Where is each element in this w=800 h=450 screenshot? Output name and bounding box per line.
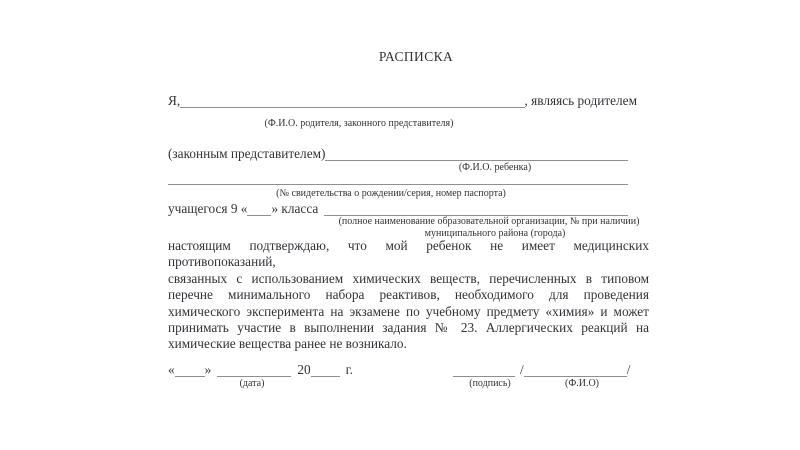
blank-child-fullname [325,149,628,161]
blank-parent-fullname [180,96,524,108]
signature-row [453,361,630,378]
date-close-quote: » [204,362,212,377]
statement-line: химические вещества ранее не возникало. [168,336,407,352]
caption-birth-certificate: (№ свидетельства о рождении/серия, номер паспорта) [276,188,506,199]
caption-date: (дата) [239,378,265,389]
signature-slash-left: / [520,362,524,377]
caption-signature-name: (Ф.И.О) [564,378,600,389]
blank-date-month [217,365,291,377]
student-class-row [168,200,628,217]
caption-child-fullname: (Ф.И.О. ребенка) [458,162,532,173]
parent-name-row [168,92,637,109]
statement-line: химического эксперимента на экзамене по учебному предмету «химия» и может [168,303,649,319]
statement-line: принимать участие в выполнении задания № 23. Аллергических реакций на [168,320,649,336]
caption-signature: (подпись) [469,378,511,389]
student-prefix: учащегося 9 « [168,201,248,216]
blank-birth-certificate [168,172,628,185]
caption-school-name-line2: муниципального района (города) [424,228,566,239]
caption-parent-fullname: (Ф.И.О. родителя, законного представителя) [264,118,454,129]
statement-paragraph [168,238,649,353]
intro-prefix: Я, [168,93,181,108]
blank-signature-name [524,365,627,377]
document-title: РАСПИСКА [378,49,454,64]
blank-class-letter [247,204,271,216]
representative-label: (законным представителем) [168,146,326,161]
student-suffix: » класса [271,201,319,216]
date-year-prefix: 20 [297,362,311,377]
statement-line: настоящим подтверждаю, что мой ребенок не имеет медицинских противопоказаний, [168,238,649,270]
signature-slash-right: / [626,362,631,377]
statement-line: связанных с использованием химических веществ, перечисленных в типовом [168,270,649,286]
caption-school-name-line1: (полное наименование образовательной организации, № при наличии) [338,216,640,227]
blank-date-day [175,365,205,377]
blank-date-year [311,365,340,377]
blank-signature [453,365,515,377]
date-row [168,361,353,378]
date-open-quote: « [168,362,175,377]
statement-line: перечне минимального набора реактивов, необходимого для проведения [168,287,649,303]
representative-row [168,145,628,162]
intro-suffix: , являясь родителем [524,93,637,108]
blank-school-name [324,204,628,216]
date-year-suffix: г. [345,362,353,377]
